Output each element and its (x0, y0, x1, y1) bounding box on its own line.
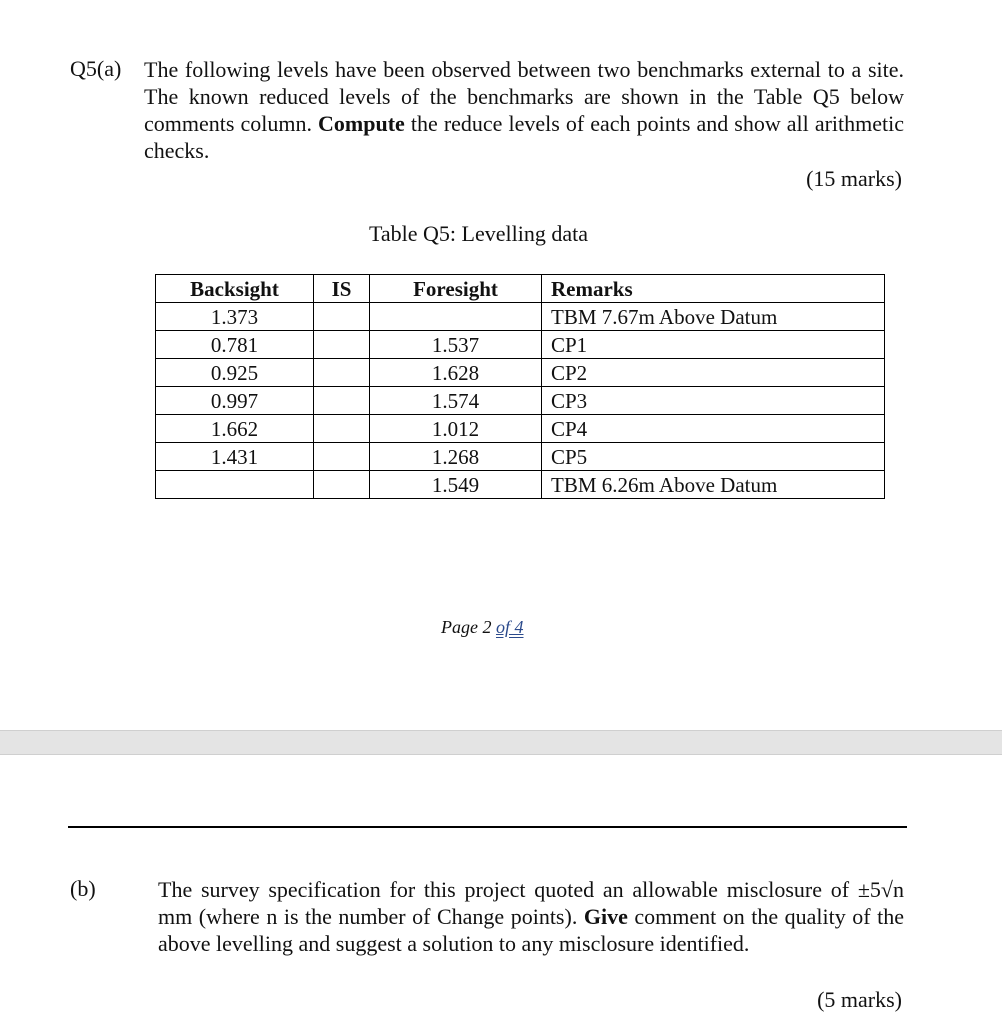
page-separator (0, 730, 1002, 755)
cell-is (314, 415, 370, 443)
cell-is (314, 387, 370, 415)
cell-backsight: 1.431 (156, 443, 314, 471)
cell-foresight: 1.537 (370, 331, 542, 359)
header-remarks: Remarks (542, 275, 885, 303)
question-b-marks: (5 marks) (817, 987, 902, 1012)
question-a-text-before: The following levels have been observed between two benchmarks external to a site. The known reduced levels of the benchmarks are shown in the Table Q5 below comments column. (144, 57, 904, 136)
cell-foresight: 1.549 (370, 471, 542, 499)
cell-is (314, 331, 370, 359)
table-row (156, 359, 885, 387)
table-row (156, 387, 885, 415)
table-row (156, 471, 885, 499)
header-is: IS (314, 275, 370, 303)
cell-backsight: 1.662 (156, 415, 314, 443)
table-row (156, 303, 885, 331)
question-b-label: (b) (70, 876, 96, 901)
cell-foresight: 1.574 (370, 387, 542, 415)
table-row (156, 443, 885, 471)
cell-backsight: 0.781 (156, 331, 314, 359)
question-a-marks: (15 marks) (806, 166, 902, 191)
header-foresight: Foresight (370, 275, 542, 303)
levelling-table (155, 274, 885, 499)
table-row (156, 331, 885, 359)
cell-remarks: CP4 (542, 415, 885, 443)
question-b-text-after: comment on the quality of the above levelling and suggest a solution to any misclosure identified. (158, 904, 904, 956)
question-a-label: Q5(a) (70, 56, 122, 81)
cell-remarks: TBM 6.26m Above Datum (542, 471, 885, 499)
cell-remarks: CP3 (542, 387, 885, 415)
page-prefix: Page 2 (441, 617, 492, 637)
question-a-text (144, 56, 904, 164)
cell-backsight: 0.997 (156, 387, 314, 415)
cell-foresight: 1.012 (370, 415, 542, 443)
page-total: 4 (514, 617, 524, 637)
cell-foresight: 1.628 (370, 359, 542, 387)
table-row (156, 415, 885, 443)
cell-backsight: 0.925 (156, 359, 314, 387)
page-of-text: of (495, 617, 510, 637)
cell-remarks: CP1 (542, 331, 885, 359)
page-number (441, 617, 524, 638)
cell-backsight: 1.373 (156, 303, 314, 331)
cell-is (314, 303, 370, 331)
cell-remarks: CP5 (542, 443, 885, 471)
cell-remarks: TBM 7.67m Above Datum (542, 303, 885, 331)
cell-backsight (156, 471, 314, 499)
table-header-row (156, 275, 885, 303)
table-caption: Table Q5: Levelling data (369, 221, 588, 246)
question-b-emphasis: Give (583, 904, 628, 929)
header-backsight: Backsight (156, 275, 314, 303)
question-a-emphasis: Compute (318, 111, 405, 136)
horizontal-rule (68, 826, 907, 828)
question-b-text (158, 876, 904, 957)
cell-is (314, 359, 370, 387)
page-of-link[interactable] (496, 617, 524, 637)
cell-is (314, 471, 370, 499)
cell-is (314, 443, 370, 471)
cell-foresight: 1.268 (370, 443, 542, 471)
question-b-text-before: The survey specification for this project quoted an allowable misclosure of ±5√n mm (where n is the number of Change points). (158, 877, 904, 929)
cell-remarks: CP2 (542, 359, 885, 387)
cell-foresight (370, 303, 542, 331)
question-a-text-after: the reduce levels of each points and show all arithmetic checks. (144, 111, 905, 163)
